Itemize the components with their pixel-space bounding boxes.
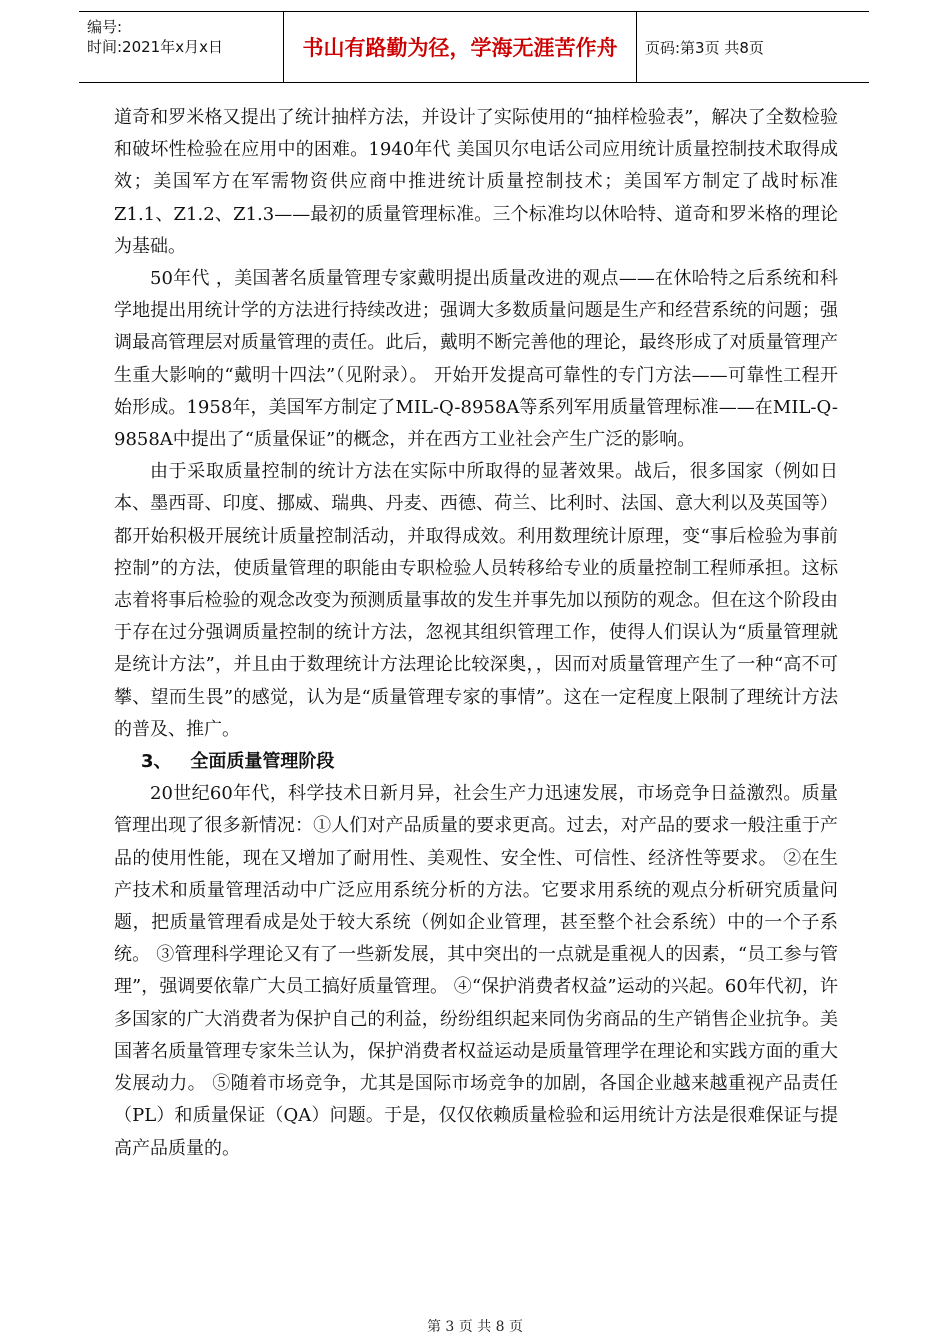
body-paragraph-1: 道奇和罗米格又提出了统计抽样方法，并设计了实际使用的“抽样检验表”，解决了全数检验和破坏性检验在应用中的困难。1940年代 美国贝尔电话公司应用统计质量控制技术取得成效；美国军方在军需物资供应商中推进统计质量控制技术；美国军方制定了战时标准Z1.1、Z1.2、Z1.3——最初的质量管理标准。三个标准均以休哈特、道奇和罗米格的理论为基础。	[114, 107, 838, 257]
header-meta	[79, 12, 284, 82]
document-time-label: 时间:2021年x月x日	[87, 38, 223, 56]
section-heading: 3、 全面质量管理阶段	[141, 751, 335, 773]
section-paragraph: 20世纪60年代，科学技术日新月异，社会生产力迅速发展，市场竞争日益激烈。质量管理出现了很多新情况：①人们对产品质量的要求更高。过去，对产品的要求一般注重于产品的使用性能，现在又增加了耐用性、美观性、安全性、可信性、经济性等要求。 ②在生产技术和质量管理活动中广泛应用系统分析的方法。它要求用系统的观点分析研究质量问题，把质量管理看成是处于较大系统（例如企业管理，甚至整个社会系统）中的一个子系统。 ③管理科学理论又有了一些新发展，其中突出的一点就是重视人的因素，“员工参与管理”，强调要依靠广大员工搞好质量管理。 ④“保护消费者权益”运动的兴起。60年代初，许多国家的广大消费者为保护自己的利益，纷纷组织起来同伪劣商品的生产销售企业抗争。美国著名质量管理专家朱兰认为，保护消费者权益运动是质量管理学在理论和实践方面的重大发展动力。 ⑤随着市场竞争，尤其是国际市场竞争的加剧，各国企业越来越重视产品责任（PL）和质量保证（QA）问题。于是，仅仅依赖质量检验和运用统计方法是很难保证与提高产品质量的。	[114, 783, 838, 1159]
body-paragraph-3: 由于采取质量控制的统计方法在实际中所取得的显著效果。战后，很多国家（例如日本、墨西哥、印度、挪威、瑞典、丹麦、西德、荷兰、比利时、法国、意大利以及英国等）都开始积极开展统计质量控制活动，并取得成效。利用数理统计原理，变“事后检验为事前控制”的方法，使质量管理的职能由专职检验人员转移给专业的质量控制工程师承担。这标志着将事后检验的观念改变为预测质量事故的发生并事先加以预防的观念。但在这个阶段由于存在过分强调质量控制的统计方法，忽视其组织管理工作，使得人们误认为“质量管理就是统计方法”，并且由于数理统计方法理论比较深奥，，因而对质量管理产生了一种“高不可攀、望而生畏”的感觉，认为是“质量管理专家的事情”。这在一定程度上限制了理统计方法的普及、推广。	[114, 461, 838, 740]
body-paragraph-2: 50年代 ，美国著名质量管理专家戴明提出质量改进的观点——在休哈特之后系统和科学地提出用统计学的方法进行持续改进；强调大多数质量问题是生产和经营系统的问题；强调最高管理层对质量管理的责任。此后，戴明不断完善他的理论，最终形成了对质量管理产生重大影响的“戴明十四法”（见附录）。 开始开发提高可靠性的专门方法——可靠性工程开始形成。1958年，美国军方制定了MIL-Q-8958A等系列军用质量管理标准——在MIL-Q-9858A中提出了“质量保证”的概念，并在西方工业社会产生广泛的影响。	[114, 268, 838, 451]
document-number-label: 编号:	[87, 18, 123, 36]
page-header	[79, 11, 869, 83]
header-motto: 书山有路勤为径，学海无涯苦作舟	[284, 12, 637, 82]
document-body	[114, 102, 838, 1165]
page-footer: 第 3 页 共 8 页	[426, 1319, 524, 1335]
header-page-info: 页码:第3页 共8页	[645, 38, 764, 57]
